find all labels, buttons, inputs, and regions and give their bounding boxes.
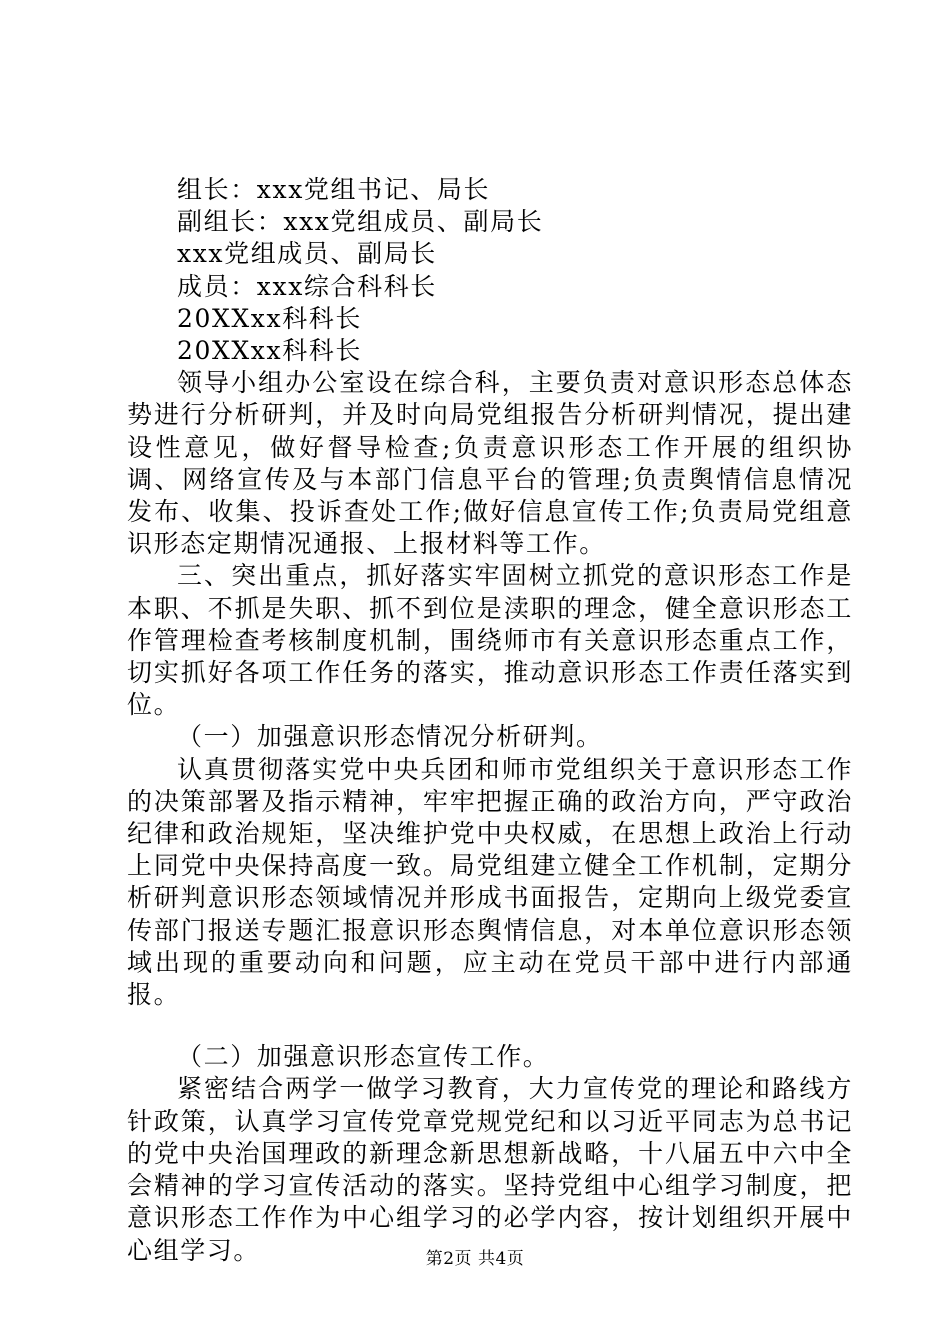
member-line-2: 20XXxx科科长: [177, 303, 363, 333]
member-line-3: 20XXxx科科长: [177, 336, 363, 366]
document-body: [127, 174, 853, 1267]
deputy-leader-line-2: xxx党组成员、副局长: [177, 239, 437, 269]
section-three-paragraph: 三、突出重点，抓好落实牢固树立抓党的意识形态工作是本职、不抓是失职、抓不到位是渎职的理念，健全意识形态工作管理检查考核制度机制，围绕师市有关意识形态重点工作，切实抓好各项工作任务的落实，推动意识形态工作责任落实到位。: [127, 561, 853, 720]
leader-line: 组长：xxx党组书记、局长: [177, 175, 491, 204]
page-number-label: 第2页 共4页: [425, 1249, 525, 1269]
subsection-two-heading: （二）加强意识形态宣传工作。: [177, 1042, 550, 1072]
subsection-one-heading: （一）加强意识形态情况分析研判。: [177, 722, 603, 752]
subsection-one-paragraph: 认真贯彻落实党中央兵团和师市党组织关于意识形态工作的决策部署及指示精神，牢牢把握正确的政治方向，严守政治纪律和政治规矩，坚决维护党中央权威，在思想上政治上行动上同党中央保持高度一致。局党组建立健全工作机制，定期分析研判意识形态领域情况并形成书面报告，定期向上级党委宣传部门报送专题汇报意识形态舆情信息，对本单位意识形态领域出现的重要动向和问题，应主动在党员干部中进行内部通报。: [127, 754, 853, 1010]
deputy-leader-line: 副组长：xxx党组成员、副局长: [177, 207, 544, 237]
office-paragraph: 领导小组办公室设在综合科，主要负责对意识形态总体态势进行分析研判，并及时向局党组报告分析研判情况，提出建设性意见，做好督导检查;负责意识形态工作开展的组织协调、网络宣传及与本部门信息平台的管理;负责舆情信息情况发布、收集、投诉查处工作;做好信息宣传工作;负责局党组意识形态定期情况通报、上报材料等工作。: [127, 368, 853, 559]
subsection-two-paragraph: 紧密结合两学一做学习教育，大力宣传党的理论和路线方针政策，认真学习宣传党章党规党纪和以习近平同志为总书记的党中央治国理政的新理念新思想新战略，十八届五中六中全会精神的学习宣传活动的落实。坚持党组中心组学习制度，把意识形态工作作为中心组学习的必学内容，按计划组织开展中心组学习。: [127, 1074, 853, 1265]
page-footer: [0, 1244, 950, 1269]
member-line: 成员：xxx综合科科长: [177, 271, 437, 301]
